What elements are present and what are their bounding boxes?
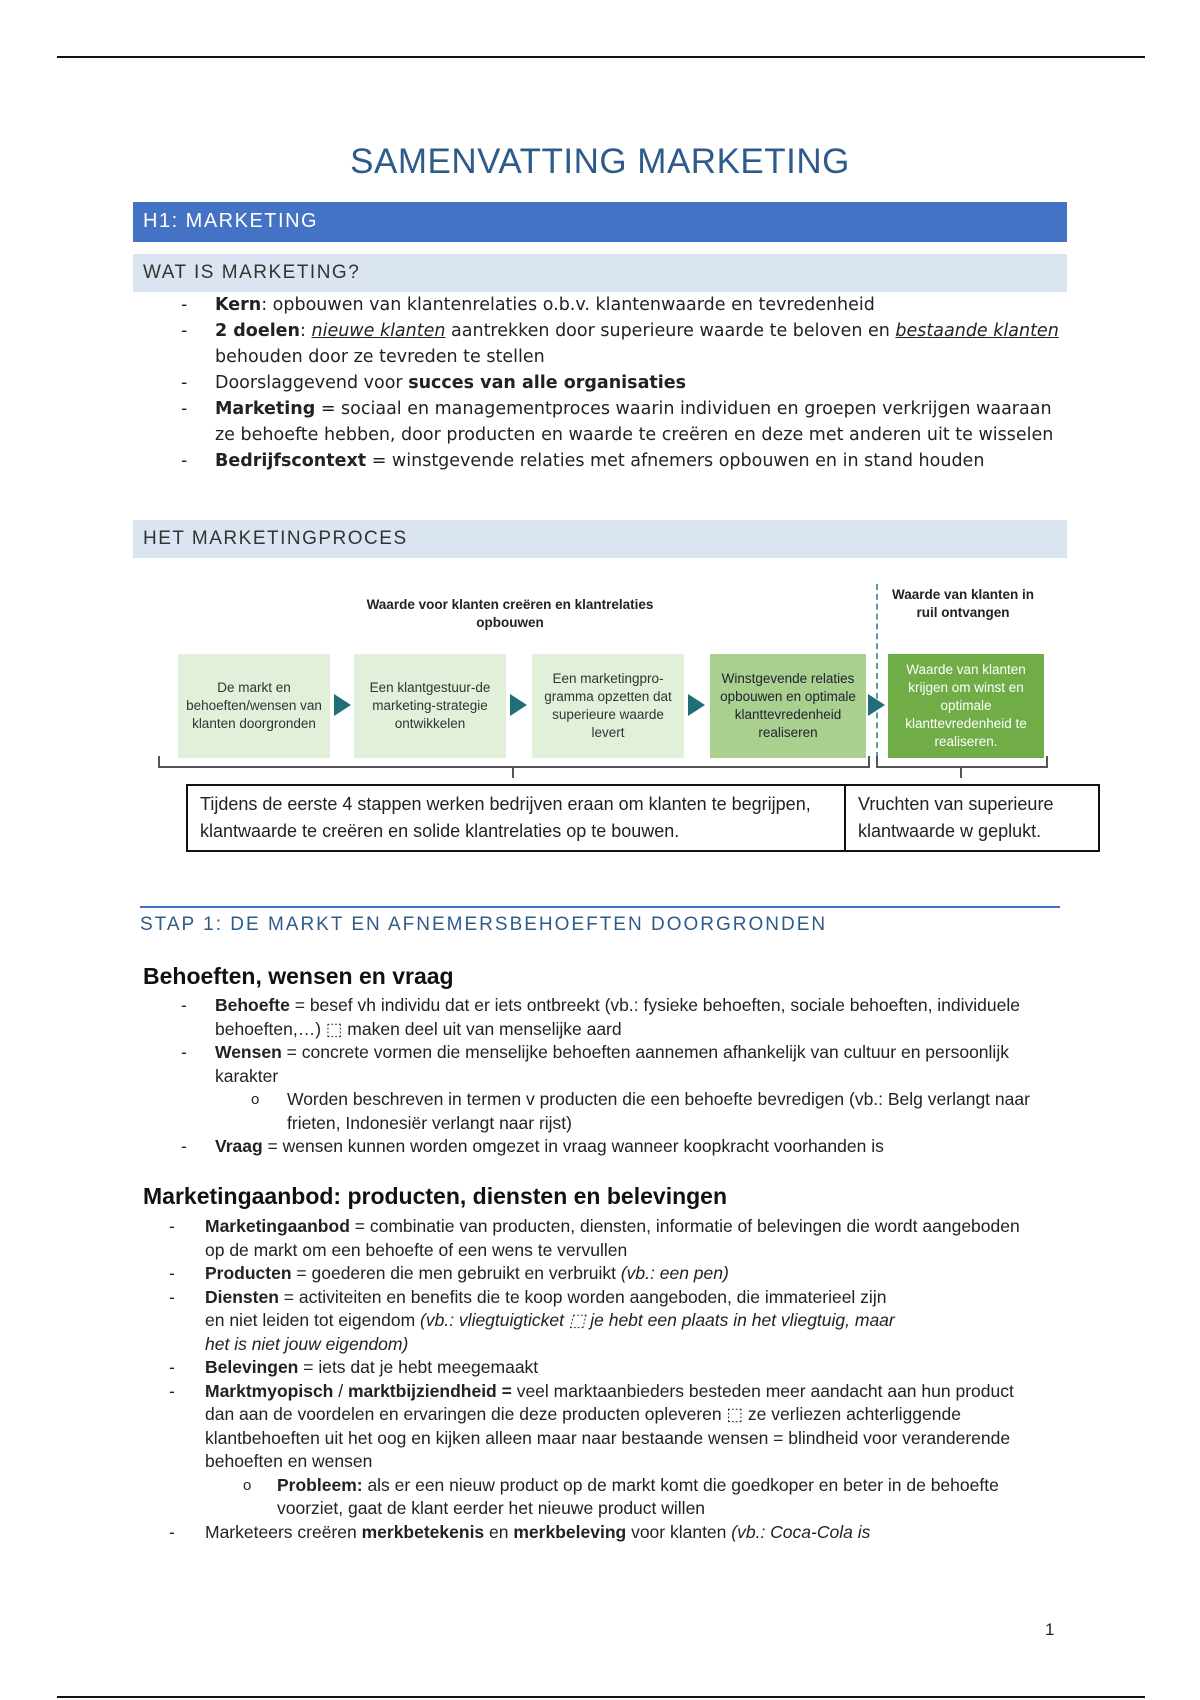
arrow-right-icon: [688, 694, 705, 716]
section-heading-wat-is: WAT IS MARKETING?: [133, 254, 1067, 292]
arrow-right-icon: [510, 694, 527, 716]
list-item: - Behoefte = besef vh individu dat er iets ontbreekt (vb.: fysieke behoeften, sociale behoeften, individuele behoeften,…) ⬚ maken deel uit van menselijke aard: [181, 995, 1020, 1039]
list-item: - Vraag = wensen kunnen worden omgezet in vraag wanneer koopkracht voorhanden is: [181, 1136, 884, 1156]
diagram-divider: [876, 584, 878, 758]
list-item: - Producten = goederen die men gebruikt en verbruikt (vb.: een pen): [169, 1263, 729, 1283]
process-step-5: Waarde van klanten krijgen om winst en optimale klanttevredenheid te realiseren.: [888, 654, 1044, 758]
list-item: o Worden beschreven in termen v producten die een behoefte bevredigen (vb.: Belg verlangt naar frieten, Indonesiër verlangt naar rijst): [251, 1089, 1030, 1133]
top-rule: [57, 56, 1145, 58]
section-heading-proces: HET MARKETINGPROCES: [133, 520, 1067, 558]
arrow-right-icon: [868, 694, 885, 716]
list-item: - Marktmyopisch / marktbijziendheid = veel marktaanbieders besteden meer aandacht aan hun product dan aan de voordelen en ervaringen die deze producten opleveren ⬚ ze verliezen achterliggende klantbehoeften uit het oog en kijken alleen maar naar bestaande wensen = blindheid voor veranderende behoeften en wensen: [169, 1380, 1014, 1471]
heading-behoeften: Behoeften, wensen en vraag: [143, 963, 454, 989]
diagram-header-left: Waarde voor klanten creëren en klantrelaties opbouwen: [366, 597, 654, 630]
process-step-3: Een marketingpro-gramma opzetten dat superieure waarde levert: [532, 654, 684, 758]
list-item: - Kern: opbouwen van klantenrelaties o.b.v. klantenwaarde en tevredenheid: [181, 295, 875, 315]
list-item: - 2 doelen: nieuwe klanten aantrekken door superieure waarde te beloven en bestaande klanten behouden door ze tevreden te stellen: [181, 321, 1059, 367]
caption-left: Tijdens de eerste 4 stappen werken bedrijven eraan om klanten te begrijpen, klantwaarde te creëren en solide klantrelaties op te bouwen.: [186, 784, 846, 852]
brace-left: [158, 756, 870, 768]
list-item: - Marketeers creëren merkbetekenis en merkbeleving voor klanten (vb.: Coca-Cola is: [169, 1521, 871, 1542]
heading-aanbod: Marketingaanbod: producten, diensten en belevingen: [143, 1183, 728, 1209]
list-item: - Belevingen = iets dat je hebt meegemaakt: [169, 1357, 539, 1377]
bottom-rule: [57, 1696, 1145, 1698]
process-step-2: Een klantgestuur-de marketing-strategie ontwikkelen: [354, 654, 506, 758]
aanbod-list: [133, 1215, 1033, 1544]
list-item: - Doorslaggevend voor succes van alle organisaties: [181, 373, 687, 393]
brace-tick: [512, 768, 514, 778]
process-step-4: Winstgevende relaties opbouwen en optimale klanttevredenheid realiseren: [710, 654, 866, 758]
wat-is-list: [133, 292, 1073, 474]
brace-right: [876, 756, 1048, 768]
brace-tick: [960, 768, 962, 778]
process-step-1: De markt en behoeften/wensen van klanten doorgronden: [178, 654, 330, 758]
caption-right: Vruchten van superieure klantwaarde w geplukt.: [844, 784, 1100, 852]
list-item: o Probleem: als er een nieuw product op de markt komt die goedkoper en beter in de behoefte voorziet, gaat de klant eerder het nieuwe product willen: [243, 1474, 999, 1518]
list-item: - Marketingaanbod = combinatie van producten, diensten, informatie of belevingen die wordt aangeboden op de markt om een behoefte of een wens te vervullen: [169, 1216, 1020, 1260]
section-heading-stap1: STAP 1: DE MARKT EN AFNEMERSBEHOEFTEN DOORGRONDEN: [140, 906, 1060, 936]
list-item: - Bedrijfscontext = winstgevende relaties met afnemers opbouwen en in stand houden: [181, 451, 985, 471]
behoeften-list: [133, 994, 1073, 1159]
list-item: - Diensten = activiteiten en benefits die te koop worden aangeboden, die immaterieel zijn en niet leiden tot eigendom (vb.: vliegtuigticket ⬚ je hebt een plaats in het vliegtuig, maar het is niet jouw eigendom): [169, 1286, 895, 1354]
marketing-process-diagram: [150, 578, 1054, 858]
diagram-header-right: Waarde van klanten in ruil ontvangen: [891, 587, 1035, 620]
arrow-right-icon: [334, 694, 351, 716]
list-item: - Wensen = concrete vormen die menselijke behoeften aannemen afhankelijk van cultuur en persoonlijk karakter: [181, 1042, 1009, 1086]
page-number: 1: [1045, 1620, 1055, 1639]
list-item: - Marketing = sociaal en managementproces waarin individuen en groepen verkrijgen waaraan ze behoefte hebben, door producten en waarde te creëren en deze met anderen uit te wisselen: [181, 399, 1054, 445]
h1-heading: H1: MARKETING: [133, 202, 1067, 242]
document-title: SAMENVATTING MARKETING: [350, 142, 850, 181]
